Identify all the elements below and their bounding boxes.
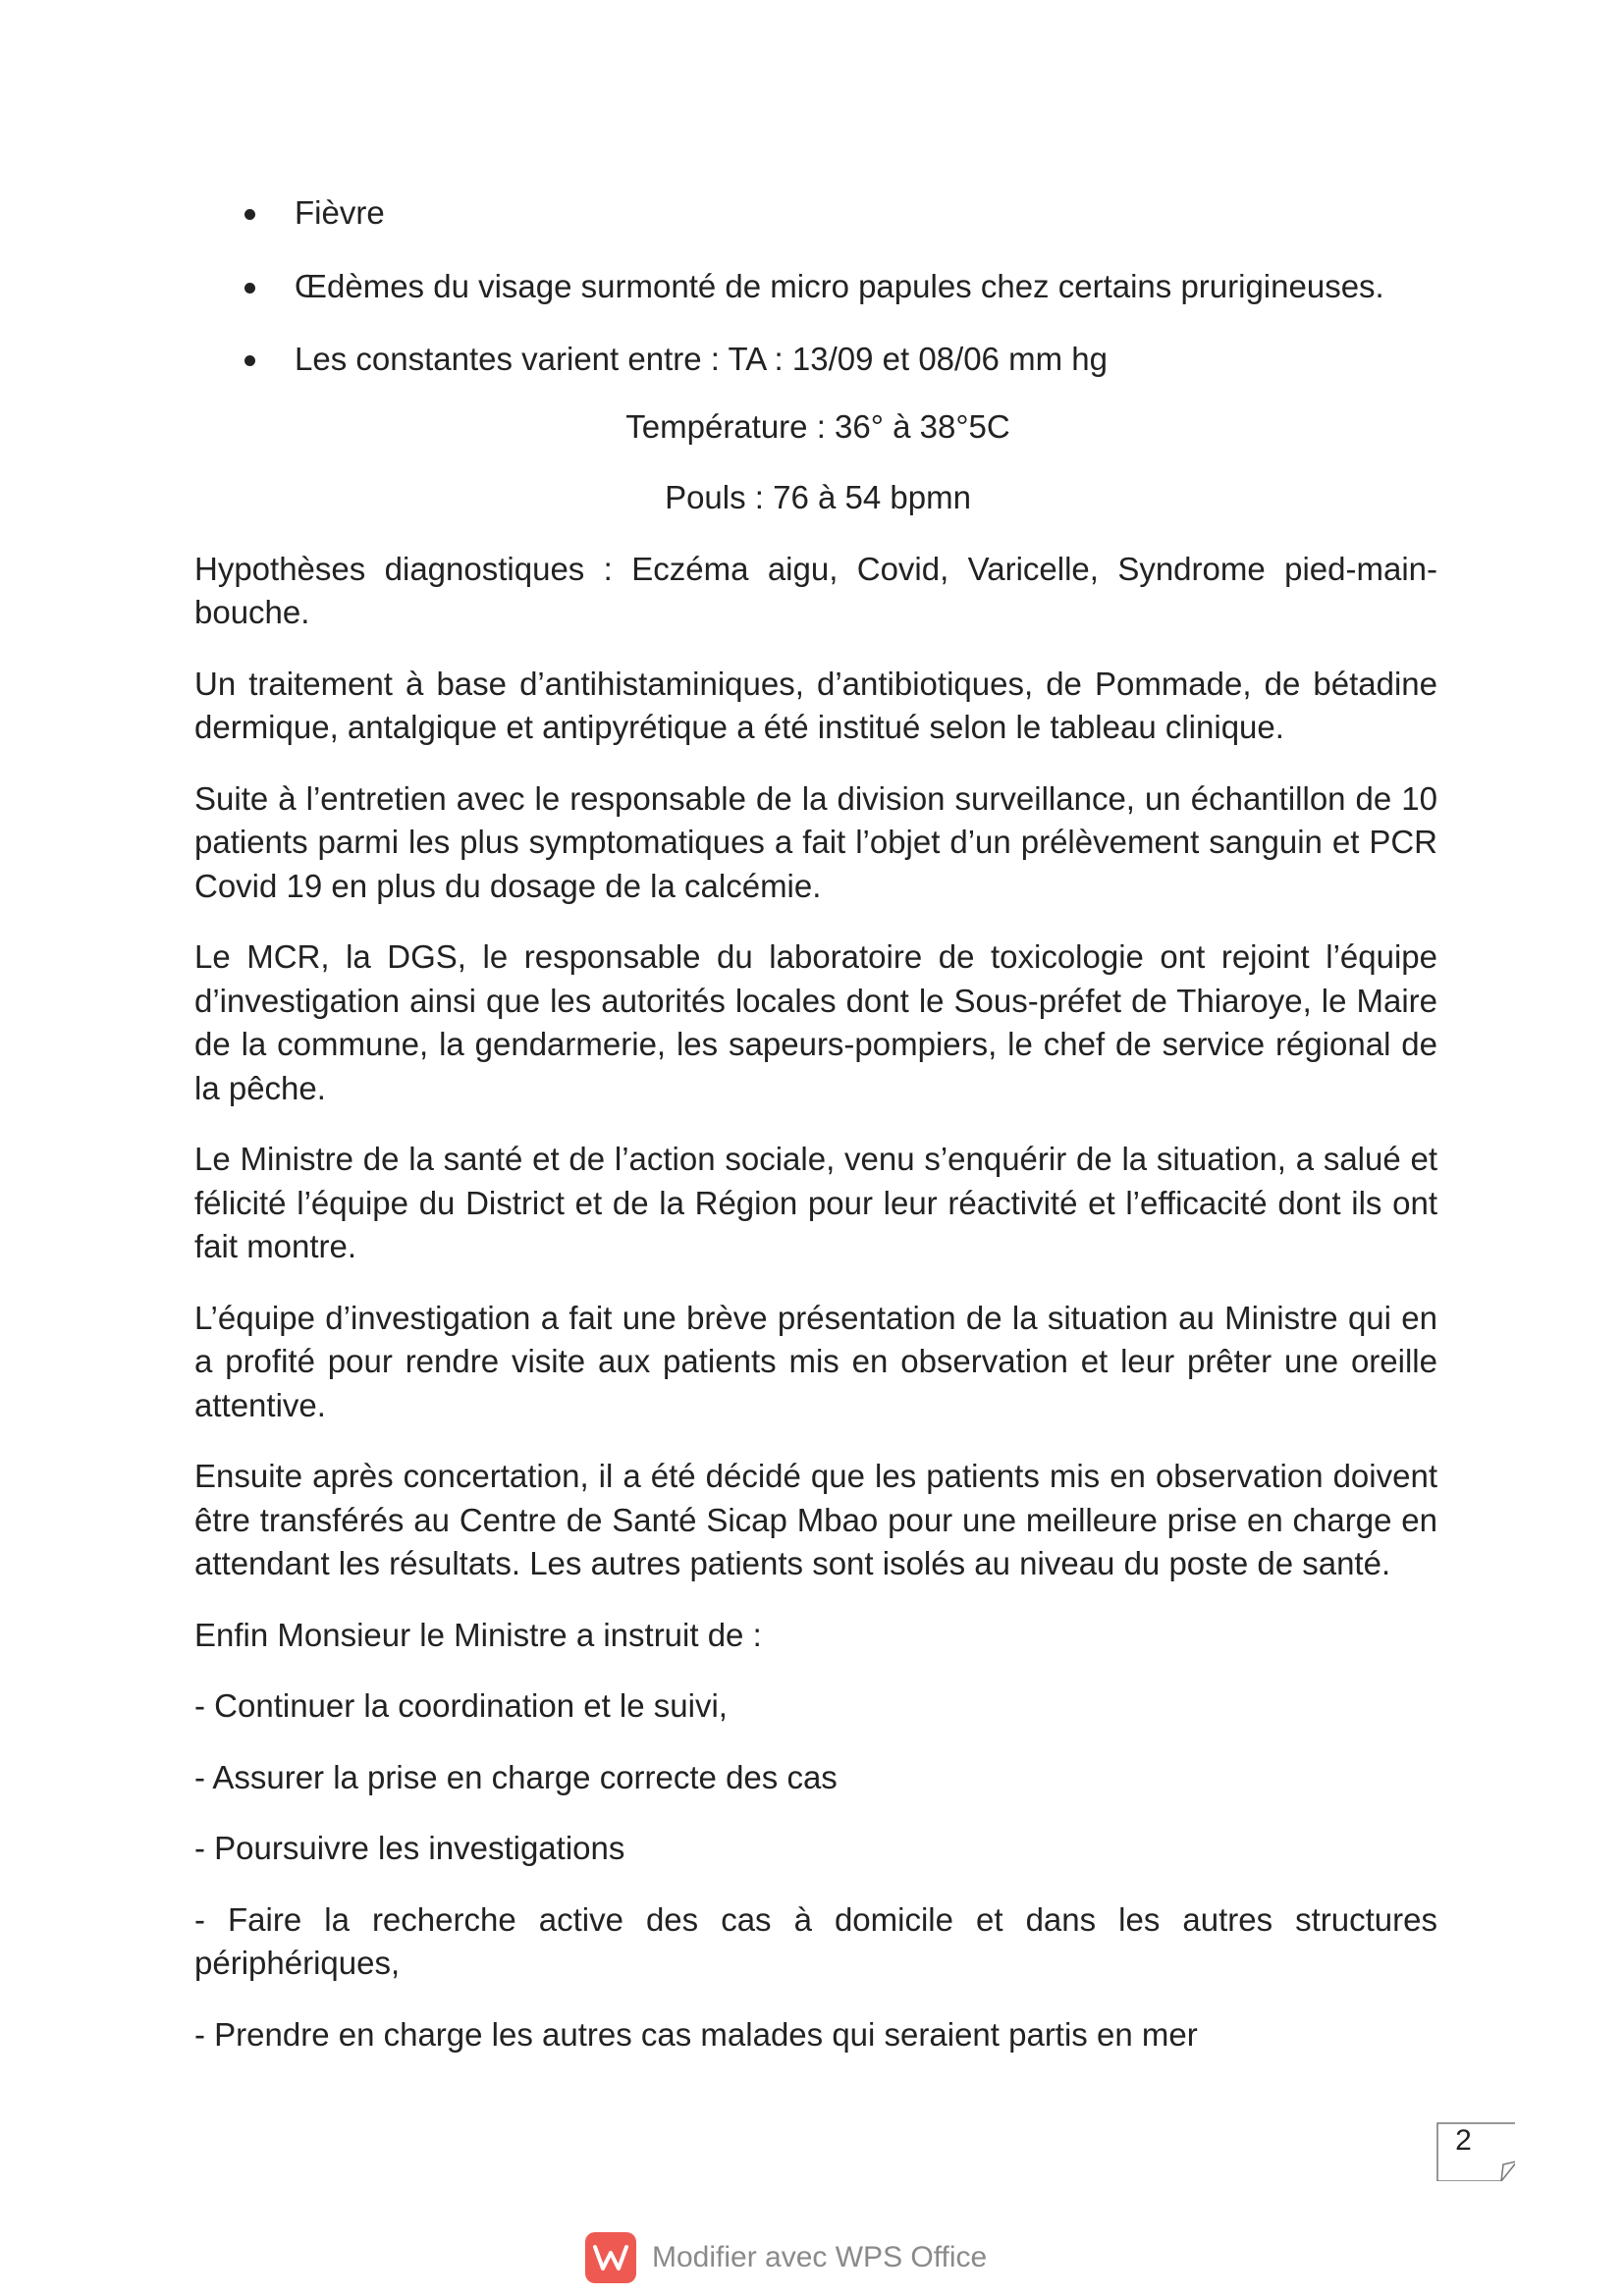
bullet-icon: [244, 283, 255, 294]
pouls-line: Pouls : 76 à 54 bpmn: [665, 479, 971, 515]
wps-office-logo-icon: [585, 2232, 636, 2283]
entretien-paragraph: Suite à l’entretien avec le responsable de la division surveillance, un échantillon de 10 patients parmi les plus symptomatiques a fait l’objet d’un prélèvement sanguin et PCR Covid 19 en plus du dosage de la calcémie.: [194, 779, 1437, 904]
list-item: Les constantes varient entre : TA : 13/09 et 08/06 mm hg: [194, 338, 1437, 382]
bullet-icon: [244, 209, 255, 220]
bullet-icon: [244, 355, 255, 366]
traitement-paragraph: Un traitement à base d’antihistaminiques, d’antibiotiques, de Pommade, de bétadine dermique, antalgique et antipyrétique a été institué selon le tableau clinique.: [194, 665, 1437, 745]
page-number: 2: [1455, 2124, 1472, 2157]
hypotheses-line-2: bouche.: [194, 594, 310, 630]
page-number-box: [1436, 2122, 1515, 2181]
hypotheses-line-1: Hypothèses diagnostiques : Eczéma aigu, Covid, Varicelle, Syndrome pied-main-: [194, 550, 1437, 587]
instruction-item: - Assurer la prise en charge correcte des cas: [194, 1758, 838, 1795]
ministre-paragraph: Le Ministre de la santé et de l’action sociale, venu s’enquérir de la situation, a salué et félicité l’équipe du District et de la Région pour leur réactivité et l’efficacité dont ils ont fait montre.: [194, 1141, 1437, 1264]
concertation-paragraph: Ensuite après concertation, il a été décidé que les patients mis en observation doivent être transférés au Centre de Santé Sicap Mbao pour une meilleure prise en charge en attendant les résultats. Les autres patients sont isolés au niveau du poste de santé.: [194, 1458, 1437, 1581]
temperature-line: Température : 36° à 38°5C: [625, 407, 1010, 445]
footer-text[interactable]: Modifier avec WPS Office: [652, 2241, 988, 2273]
list-item: Œdèmes du visage surmonté de micro papules chez certains prurigineuses.: [194, 265, 1437, 309]
instruction-item: - Poursuivre les investigations: [194, 1830, 625, 1866]
list-item: Fièvre: [194, 191, 1437, 236]
hypotheses-paragraph: [194, 548, 1437, 635]
instruction-item: - Faire la recherche active des cas à domicile et dans les autres structures périphériques,: [194, 1900, 1437, 1981]
instruction-item: - Prendre en charge les autres cas malades qui seraient partis en mer: [194, 2015, 1198, 2053]
instruction-item: - Continuer la coordination et le suivi,: [194, 1687, 728, 1724]
enfin-line: Enfin Monsieur le Ministre a instruit de :: [194, 1616, 762, 1653]
wps-footer[interactable]: [585, 2233, 987, 2282]
symptom-list: [194, 191, 1437, 382]
presentation-paragraph: L’équipe d’investigation a fait une brève présentation de la situation au Ministre qui en a profité pour rendre visite aux patients mis en observation et leur prêter une oreille attentive.: [194, 1299, 1437, 1423]
equipe-paragraph: Le MCR, la DGS, le responsable du laboratoire de toxicologie ont rejoint l’équipe d’investigation ainsi que les autorités locales dont le Sous-préfet de Thiaroye, le Maire de la commune, la gendarmerie, les sapeurs-pompiers, le chef de service régional de la pêche.: [194, 938, 1437, 1106]
document-body: [194, 191, 1437, 2084]
